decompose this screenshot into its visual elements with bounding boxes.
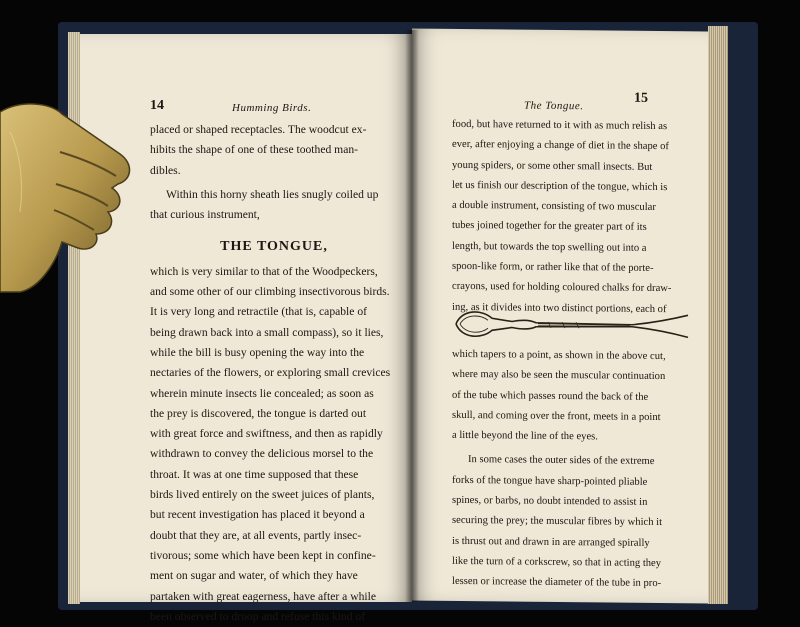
left-page-text: [150, 120, 398, 627]
right-page: [412, 28, 708, 603]
right-page-text-top: [452, 115, 692, 320]
text-line: like the turn of a corkscrew, so that in acting they: [452, 555, 662, 570]
text-line: forks of the tongue have sharp-pointed pliable: [452, 474, 648, 488]
text-line: securing the prey; the muscular fibres by which it: [452, 515, 663, 529]
text-line: It is very long and retractile (that is, capable of: [150, 305, 367, 319]
text-line: withdrawn to convey the delicious morsel to the: [150, 447, 374, 461]
text-line: Within this horny sheath lies snugly coiled up: [166, 187, 379, 201]
text-line: while the bill is busy opening the way into the: [150, 345, 365, 359]
text-line: the prey is discovered, the tongue is darted out: [150, 406, 367, 420]
text-line: let us finish our description of the tongue, which is: [452, 179, 668, 194]
text-line: placed or shaped receptacles. The woodcut ex-: [150, 123, 367, 136]
right-page-number: 15: [634, 90, 648, 106]
right-page-text-bottom: [452, 345, 692, 595]
text-line: spines, or barbs, no doubt intended to assist in: [452, 494, 648, 508]
text-line: length, but towards the top swelling out into a: [452, 240, 647, 254]
book-gutter: [405, 30, 419, 602]
left-page-number: 14: [150, 98, 164, 113]
text-line: which tapers to a point, as shown in the above cut,: [452, 348, 666, 363]
text-line: dibles.: [150, 163, 181, 177]
text-line: being drawn back into a small compass), so it lies,: [150, 325, 384, 339]
text-line: ment on sugar and water, of which they have: [150, 569, 358, 583]
text-line: birds lived entirely on the sweet juices of plants,: [150, 488, 375, 502]
text-line: In some cases the outer sides of the extreme: [468, 454, 655, 468]
text-line: hibits the shape of one of these toothed man-: [150, 143, 358, 157]
text-line: is thrust out and drawn in are arranged spirally: [452, 535, 650, 549]
text-line: partaken with great eagerness, have after a while: [150, 589, 376, 603]
text-line: tubes joined together for the greater part of its: [452, 220, 647, 234]
text-line: crayons, used for holding coloured chalks for draw-: [452, 281, 672, 295]
text-line: where may also be seen the muscular continuation: [452, 369, 666, 383]
right-running-head: The Tongue.: [524, 99, 584, 113]
text-line: ever, after enjoying a change of diet in the shape of: [452, 139, 669, 153]
text-line: tivorous; some which have been kept in confine-: [150, 548, 376, 562]
text-line: wherein minute insects lie concealed; as soon as: [150, 386, 374, 400]
text-line: food, but have returned to it with as much relish as: [452, 118, 668, 133]
brass-hand-page-holder: [0, 92, 140, 302]
text-line: of the tube which passes round the back of the: [452, 389, 649, 403]
text-line: throat. It was at one time supposed that these: [150, 467, 359, 481]
text-line: young spiders, or some other small insects. But: [452, 159, 653, 173]
text-line: but recent investigation has placed it beyond a: [150, 508, 365, 522]
section-heading: THE TONGUE,: [220, 239, 328, 255]
text-line: and some other of our climbing insectivorous birds.: [150, 285, 390, 299]
text-line: doubt that they are, at all events, partly insec-: [150, 528, 362, 542]
text-line: that curious instrument,: [150, 208, 260, 222]
text-line: nectaries of the flowers, or exploring small crevices: [150, 366, 391, 380]
text-line: a little beyond the line of the eyes.: [452, 430, 598, 443]
left-running-head: Humming Birds.: [232, 102, 312, 114]
right-page-edges: [708, 26, 728, 604]
text-line: lessen or increase the diameter of the tube in pro-: [452, 576, 662, 590]
text-line: which is very similar to that of the Woodpeckers,: [150, 264, 378, 278]
text-line: ing, as it divides into two distinct portions, each of: [452, 301, 667, 315]
text-line: spoon-like form, or rather like that of the porte-: [452, 260, 654, 275]
text-line: with great force and swiftness, and then as rapidly: [150, 427, 383, 441]
text-line: been observed to droop and refuse this kind of: [150, 609, 366, 623]
text-line: skull, and coming over the front, meets in a point: [452, 409, 661, 423]
tongue-woodcut-figure: [452, 303, 692, 348]
text-line: a double instrument, consisting of two muscular: [452, 200, 656, 214]
